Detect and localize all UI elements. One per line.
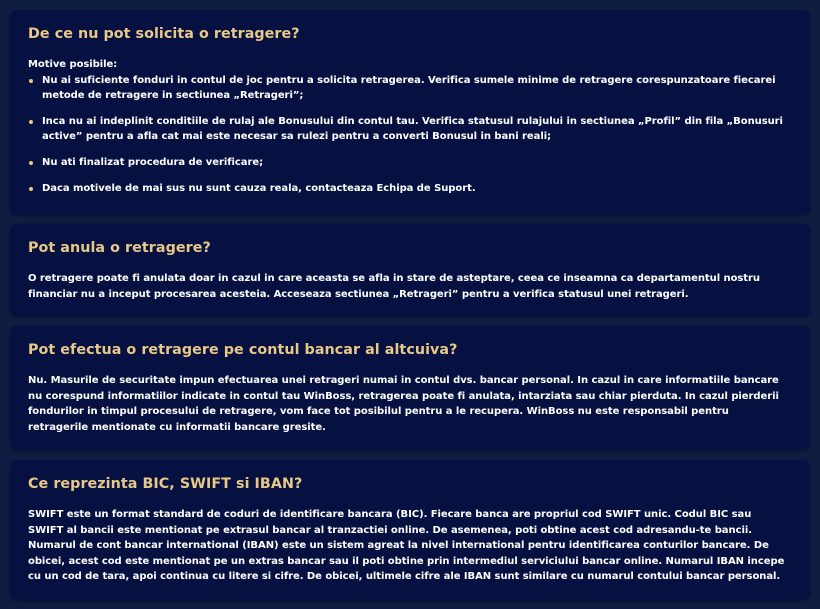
faq-card-bic-swift-iban: [10, 460, 810, 600]
list-item-text: Daca motivele de mai sus nu sunt cauza reala, contacteaza Echipa de Suport.: [42, 182, 476, 194]
list-item-text: Nu ati finalizat procedura de verificare;: [42, 156, 264, 168]
faq-card-withdraw-other-account: [10, 326, 810, 450]
list-item: [28, 73, 790, 104]
list-item-text: Nu ai suficiente fonduri in contul de joc pentru a solicita retragerea. Verifica sumele minime de retragere corespunzatoare fiecarei metode de retragere in sectiunea „Retrageri”;: [42, 74, 776, 102]
list-item-text: Inca nu ai indeplinit conditiile de rulaj ale Bonusului din contul tau. Verifica statusul rulajului in sectiunea „Profil” din fila „Bonusuri active” pentru a afla cat mai este necesar sa rulezi pentru a converti Bonusul in bani reali;: [42, 115, 783, 143]
faq-question-title: Pot anula o retragere?: [28, 240, 211, 256]
faq-answer: [28, 507, 790, 585]
faq-answer: [28, 271, 790, 302]
faq-question-title: Ce reprezinta BIC, SWIFT si IBAN?: [28, 476, 303, 492]
faq-answer-text: Nu. Masurile de securitate impun efectuarea unei retrageri numai in contul dvs. bancar personal. In cazul in care informatiile bancare nu corespund informatiilor indicate in contul tau WinBoss, retragerea poate fi anulata, intarziata sau chiar pierduta. In cazul pierderii fondurilor in timpul procesului de retragere, vom face tot posibilul pentru a le recupera. WinBoss nu este responsabil pentru retragerile mentionate cu informatii bancare gresite.: [28, 375, 779, 433]
faq-question-title: Pot efectua o retragere pe contul bancar al altcuiva?: [28, 342, 458, 358]
reasons-list: [28, 73, 790, 197]
bullet-dot-icon: [29, 79, 33, 83]
faq-answer: [28, 373, 790, 435]
faq-question-title: De ce nu pot solicita o retragere?: [28, 26, 300, 42]
faq-answer: [28, 57, 790, 196]
bullet-dot-icon: [29, 187, 33, 191]
faq-answer-text: O retragere poate fi anulata doar in cazul in care aceasta se afla in stare de asteptare, ceea ce inseamna ca departamentul nostru financiar nu a inceput procesarea acesteia. Acceseaza sectiunea „Retrageri” pentru a verifica statusul unei retrageri.: [28, 273, 760, 300]
list-item: [28, 114, 790, 145]
faq-answer-text: SWIFT este un format standard de coduri de identificare bancara (BIC). Fiecare banca are propriul cod SWIFT unic. Codul BIC sau SWIFT al bancii este mentionat pe extrasul bancar al tranzactiei online. De asemenea, poti obtine acest cod adresandu-te bancii. Numarul de cont bancar international (IBAN) este un sistem agreat la nivel international pentru identificarea conturilor bancare. De obicei, acest cod este mentionat pe un extras bancar sau il poti obtine prin intermediul serviciului bancar online. Numarul IBAN incepe cu un cod de tara, apoi continua cu litere si cifre. De obicei, ultimele cifre ale IBAN sunt similare cu numarul contului bancar personal.: [28, 509, 785, 583]
list-item: [28, 155, 790, 171]
bullet-dot-icon: [29, 161, 33, 165]
list-item: [28, 181, 790, 197]
bullet-dot-icon: [29, 120, 33, 124]
faq-card-cancel-withdrawal: [10, 224, 810, 317]
reasons-label: Motive posibile:: [28, 59, 118, 70]
faq-card-cannot-withdraw: [10, 10, 810, 215]
